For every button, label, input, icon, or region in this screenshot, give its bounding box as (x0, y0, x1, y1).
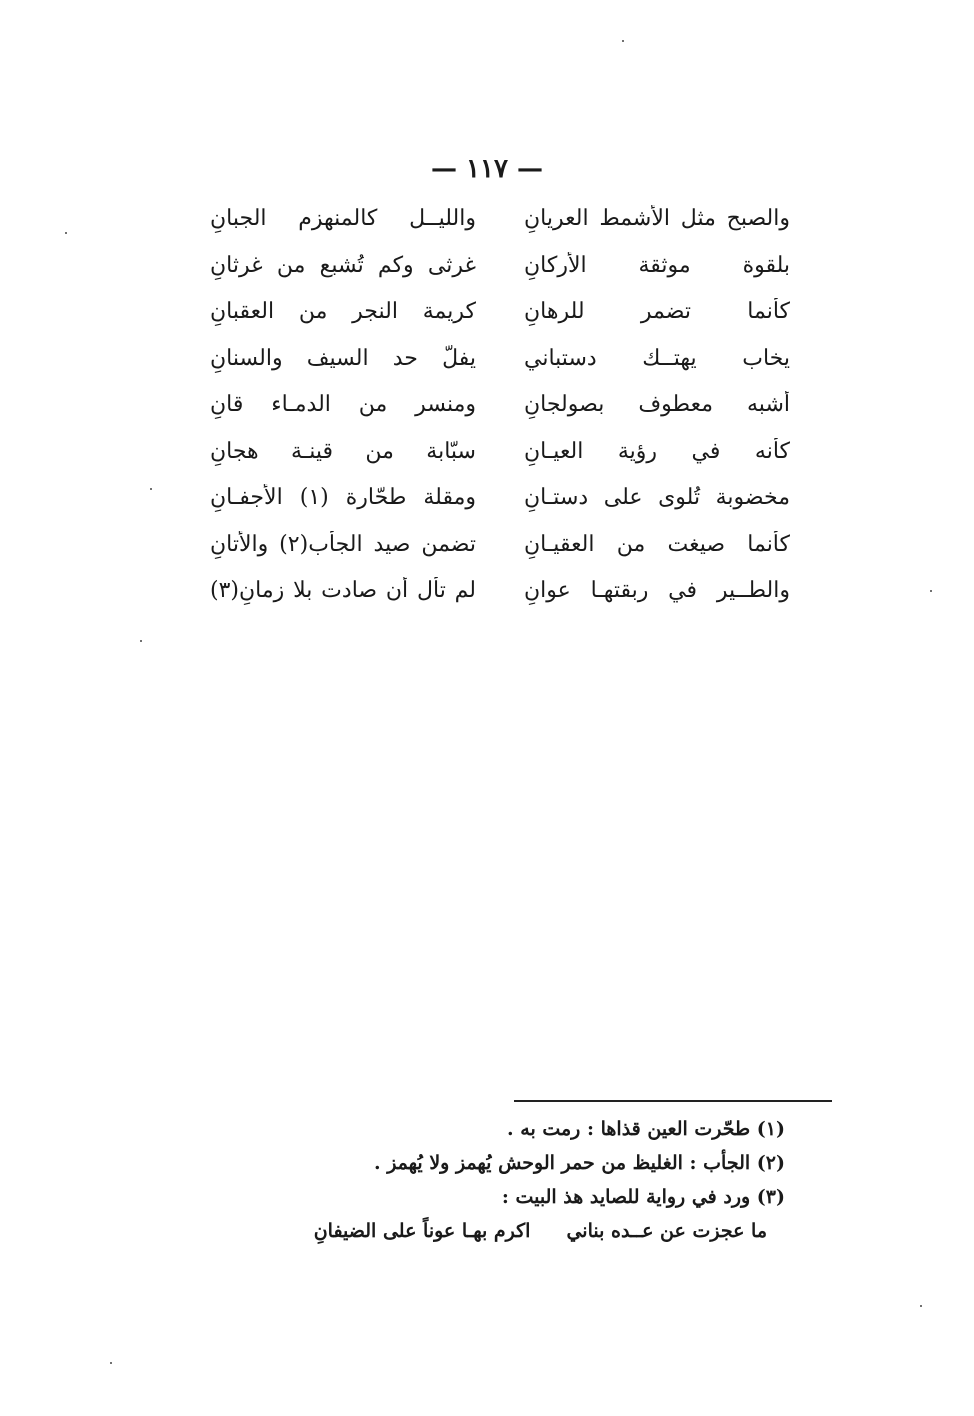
hemistich-second: والليــل كالمنهزم الجبانِ (210, 206, 476, 232)
hemistich-first: كأنما صيغت من العقيـانِ (524, 531, 790, 557)
scan-speck (920, 1305, 922, 1307)
hemistich-second: يفلّ حد السيف والسنانِ (210, 345, 476, 371)
footnote-3: (٣) ورد في رواية للصايد هذ البيت : (501, 1186, 785, 1208)
scan-speck (140, 640, 142, 642)
scan-speck (930, 590, 932, 592)
quoted-hemistich-second: اكرم بهـا عوناً على الضيفانِ (313, 1220, 531, 1242)
poem (210, 196, 790, 615)
verse (210, 475, 790, 522)
page-number: — ١١٧ — (430, 154, 544, 184)
scan-speck (65, 232, 67, 234)
hemistich-first: كأنما تضمر للرهانِ (524, 299, 790, 325)
scan-speck (622, 40, 624, 42)
scan-speck (110, 1362, 112, 1364)
verse (210, 522, 790, 569)
hemistich-second: تضمن صيد الجأب(٢) والأتانِ (210, 531, 476, 557)
verse (210, 336, 790, 383)
quoted-hemistich-first: ما عجزت عن عــده بناني (566, 1220, 767, 1242)
hemistich-first: والطــير في ربقتهـا عوانِ (524, 578, 790, 604)
verse (210, 382, 790, 429)
quoted-verse (200, 1214, 785, 1248)
verse (210, 429, 790, 476)
verse (210, 196, 790, 243)
footnote-divider (514, 1100, 832, 1102)
hemistich-second: ومنسر من الدمـاء قانِ (210, 392, 476, 418)
verse (210, 568, 790, 615)
verse (210, 243, 790, 290)
hemistich-first: بلقوة موثقة الأركانِ (524, 252, 790, 278)
hemistich-second: ومقلة طحّارة (١) الأجفـانِ (210, 485, 476, 511)
footnote-2: (٢) الجأب : الغليظ من حمر الوحش يُهمز ولا يُهمز . (373, 1152, 785, 1174)
hemistich-first: والصبح مثل الأشمط العريانِ (524, 206, 790, 232)
hemistich-second: كريمة النجر من العقبانِ (210, 299, 476, 325)
hemistich-first: كأنه في رؤية العيـانِ (524, 438, 790, 464)
footnotes (200, 1112, 785, 1248)
hemistich-first: يخاب يهتــك دستباني (524, 345, 790, 371)
hemistich-second: غرثى وكم تُشبع من غرثانِ (210, 252, 476, 278)
scan-speck (150, 488, 152, 490)
hemistich-second: سبّابة من قينـة هجانِ (210, 438, 476, 464)
hemistich-first: مخضوبة تُلوى على دستـانِ (524, 485, 790, 511)
verse (210, 289, 790, 336)
hemistich-second: لم تأل أن صادت بلا زمانِ(٣) (210, 578, 476, 604)
hemistich-first: أشبه معطوف بصولجانِ (524, 392, 790, 418)
footnote-1: (١) طحّرت العين قذاها : رمت به . (507, 1118, 785, 1140)
